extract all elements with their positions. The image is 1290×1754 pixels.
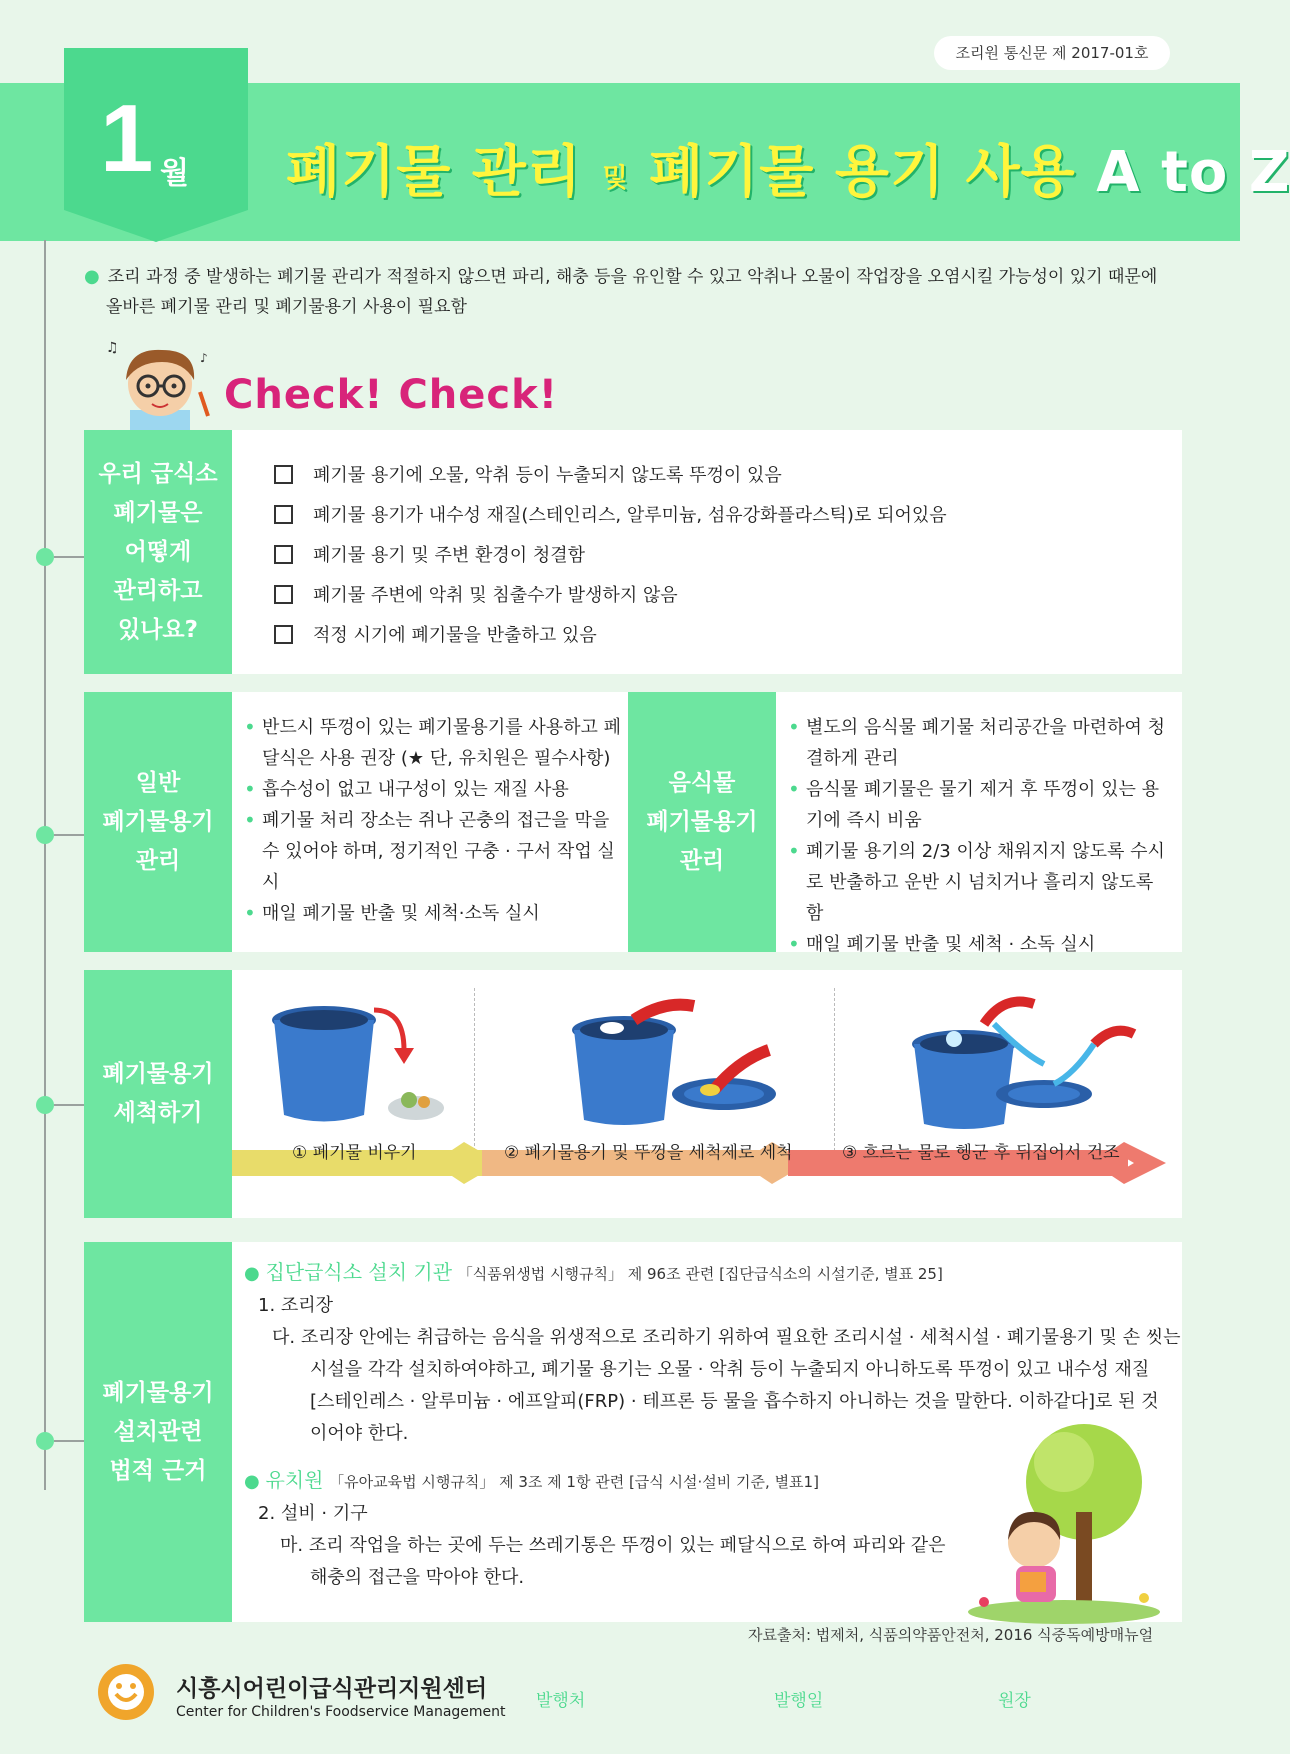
legal-section (84, 1242, 1182, 1622)
title-and: 및 (602, 163, 629, 194)
label-line: 관리 (679, 847, 725, 874)
step-divider (834, 988, 835, 1156)
label-line: 관리하고 (113, 577, 203, 604)
checkbox[interactable] (274, 625, 293, 644)
label-line: 관리 (135, 847, 181, 874)
checklist-item-text: 폐기물 용기 및 주변 환경이 청결함 (313, 545, 586, 566)
list-item: • 흡수성이 없고 내구성이 있는 재질 사용 (244, 774, 624, 805)
list-item: • 폐기물 용기의 2/3 이상 채워지지 않도록 수시로 반출하고 운반 시 넘치거나 흘리지 않도록 함 (788, 836, 1168, 929)
center-logo (98, 1664, 154, 1720)
checklist-item-text: 적정 시기에 폐기물을 반출하고 있음 (313, 625, 597, 646)
step-divider (474, 988, 475, 1156)
washing-section (84, 970, 1182, 1218)
bullet-icon: ● (244, 1263, 266, 1284)
title-part1: 폐기물 관리 (286, 140, 582, 205)
timeline-dot (36, 548, 54, 566)
general-list (244, 712, 624, 929)
label-line: 폐기물용기 (102, 1061, 214, 1087)
checklist-section (84, 430, 1182, 674)
label-line: 일반 (135, 769, 181, 796)
legal-block1-head: 집단급식소 설치 기관 (265, 1260, 453, 1284)
step-label: ① 폐기물 비우기 (292, 1143, 417, 1163)
checklist-item[interactable] (274, 494, 947, 534)
legal-block2-head: 유치원 (265, 1468, 324, 1492)
month-unit: 월 (160, 156, 189, 191)
list-item: • 매일 폐기물 반출 및 세척 · 소독 실시 (788, 929, 1168, 960)
label-line: 폐기물용기 (102, 1379, 214, 1406)
title-az: A to Z (1096, 140, 1290, 205)
bullet-icon: ● (84, 266, 100, 287)
check-title: Check! Check! (224, 372, 558, 418)
checklist (274, 454, 947, 654)
empty-bin-illustration (254, 990, 454, 1130)
legal-block1-ref: 「식품위생법 시행규칙」 제 96조 관련 [집단급식소의 시설기준, 별표 25] (457, 1265, 943, 1283)
checklist-item[interactable] (274, 454, 947, 494)
director-label: 원장 (998, 1691, 1031, 1711)
label-line: 있나요? (117, 616, 198, 643)
legal-block1-text: [스테인레스 · 알루미늄 · 에프알피(FRP) · 테프론 등 물을 흡수하지 아니하는 것을 말한다. 이하같다]로 된 것 (310, 1391, 1159, 1412)
boy-illustration (104, 340, 216, 432)
month-number: 1 (100, 85, 154, 192)
checklist-item-text: 폐기물 주변에 악취 및 침출수가 발생하지 않음 (313, 585, 678, 606)
checklist-item[interactable] (274, 574, 947, 614)
label-line: 음식물 (668, 769, 736, 796)
checklist-item-text: 폐기물 용기에 오물, 악취 등이 누출되지 않도록 뚜껑이 있음 (313, 465, 782, 486)
legal-block2-text: 해충의 접근을 막아야 한다. (310, 1567, 525, 1588)
bullet-icon: ● (244, 1471, 266, 1492)
legal-block1-text: 이어야 한다. (310, 1423, 409, 1444)
list-item: • 음식물 폐기물은 물기 제거 후 뚜껑이 있는 용기에 즉시 비움 (788, 774, 1168, 836)
checkbox[interactable] (274, 465, 293, 484)
page-title (286, 128, 1290, 208)
step-label: ② 폐기물용기 및 뚜껑을 세척제로 세척 (504, 1143, 793, 1163)
smile-icon (98, 1664, 154, 1720)
svg-text:♫: ♫ (106, 340, 119, 356)
month-tag (64, 48, 248, 210)
checkbox[interactable] (274, 585, 293, 604)
issue-number-badge: 조리원 통신문 제 2017-01호 (934, 36, 1170, 70)
label-line: 어떻게 (124, 538, 192, 565)
checkbox[interactable] (274, 545, 293, 564)
publisher-label: 발행처 (536, 1691, 586, 1711)
girl-tree-illustration (964, 1422, 1164, 1620)
publish-date-label: 발행일 (774, 1691, 824, 1711)
checklist-label (84, 430, 232, 674)
org-name-kr: 시흥시어린이급식관리지원센터 (176, 1676, 488, 1702)
label-line: 폐기물은 (113, 499, 203, 526)
label-line: 법적 근거 (109, 1457, 207, 1484)
scrub-bin-illustration (554, 990, 784, 1130)
legal-label (84, 1242, 232, 1622)
legal-block1-text: 다. 조리장 안에는 취급하는 음식을 위생적으로 조리하기 위하여 필요한 조리시설 · 세척시설 · 폐기물용기 및 손 씻는 (272, 1327, 1181, 1348)
label-line: 세척하기 (113, 1100, 203, 1126)
label-line: 설치관련 (113, 1418, 203, 1445)
source-note: 자료출처: 법제처, 식품의약품안전처, 2016 식중독예방매뉴얼 (748, 1626, 1154, 1644)
legal-block2-ref: 「유아교육법 시행규칙」 제 3조 제 1항 관련 [급식 시설·설비 기준, 별표1] (329, 1473, 819, 1491)
list-item: • 별도의 음식물 폐기물 처리공간을 마련하여 청결하게 관리 (788, 712, 1168, 774)
legal-block1-sub: 1. 조리장 (258, 1295, 334, 1316)
checklist-item[interactable] (274, 614, 947, 654)
rinse-bin-illustration (894, 984, 1144, 1134)
list-item: • 반드시 뚜껑이 있는 폐기물용기를 사용하고 페달식은 사용 권장 (★ 단, 유치원은 필수사항) (244, 712, 624, 774)
title-part2: 폐기물 용기 사용 (649, 140, 1076, 205)
legal-block1-text: 시설을 각각 설치하여야하고, 폐기물 용기는 오물 · 악취 등이 누출되지 아니하도록 뚜껑이 있고 내수성 재질 (310, 1359, 1150, 1380)
legal-block2-text: 마. 조리 작업을 하는 곳에 두는 쓰레기통은 뚜껑이 있는 페달식으로 하여 파리와 같은 (280, 1535, 946, 1556)
intro-line2: 올바른 폐기물 관리 및 폐기물용기 사용이 필요함 (106, 297, 467, 317)
checkbox[interactable] (274, 505, 293, 524)
timeline-dot (36, 826, 54, 844)
checklist-item[interactable] (274, 534, 947, 574)
legal-block2-sub: 2. 설비 · 기구 (258, 1503, 368, 1524)
label-line: 폐기물용기 (102, 808, 214, 835)
intro-line1: 조리 과정 중 발생하는 폐기물 관리가 적절하지 않으면 파리, 해충 등을 유인할 수 있고 악취나 오물이 작업장을 오염시킬 가능성이 있기 때문에 (107, 267, 1158, 287)
timeline-dot (36, 1432, 54, 1450)
washing-label (84, 970, 232, 1218)
food-label (628, 692, 776, 952)
timeline-dot (36, 1096, 54, 1114)
label-line: 폐기물용기 (646, 808, 758, 835)
timeline-line (44, 240, 46, 1490)
food-list (788, 712, 1168, 960)
svg-text:♪: ♪ (200, 351, 208, 365)
label-line: 우리 급식소 (98, 460, 218, 487)
container-management-section (84, 692, 1182, 955)
step-label: ③ 흐르는 물로 헹군 후 뒤집어서 건조 (842, 1143, 1120, 1163)
org-name-en: Center for Children's Foodservice Management (176, 1704, 506, 1720)
list-item: • 매일 폐기물 반출 및 세척·소독 실시 (244, 898, 624, 929)
general-label (84, 692, 232, 952)
list-item: • 폐기물 처리 장소는 쥐나 곤충의 접근을 막을 수 있어야 하며, 정기적인 구충 · 구서 작업 실시 (244, 805, 624, 898)
intro-text (84, 262, 1194, 322)
checklist-item-text: 폐기물 용기가 내수성 재질(스테인리스, 알루미늄, 섬유강화플라스틱)로 되어있음 (313, 505, 947, 526)
